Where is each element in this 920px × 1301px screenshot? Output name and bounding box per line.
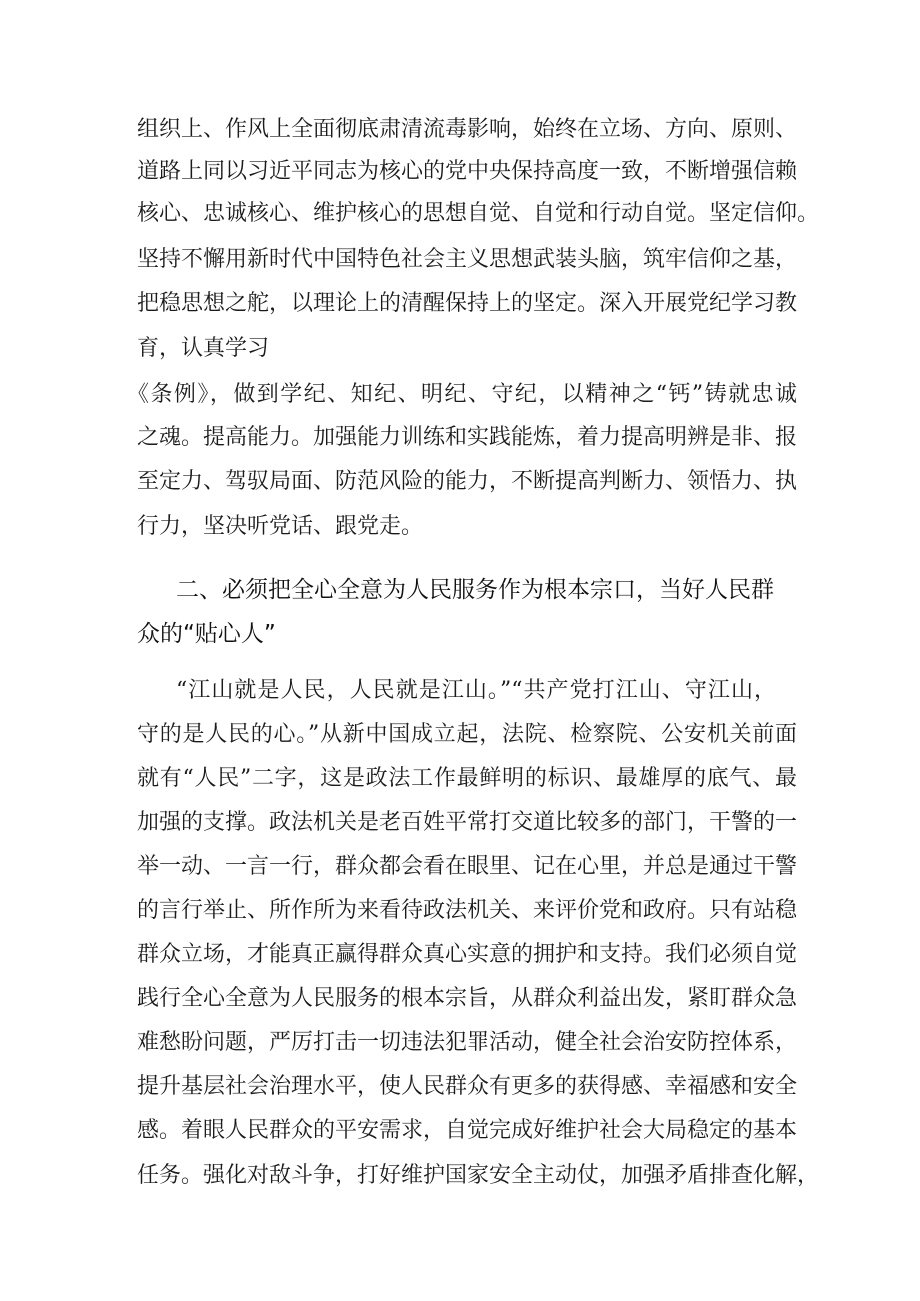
paragraph-2-line: “江山就是人民，人民就是江山。”“共产党打江山、守江山，	[176, 678, 776, 703]
paragraph-2-line: 举一动、一言一行，群众都会看在眼里、记在心里，并总是通过干警	[137, 854, 798, 879]
paragraph-1-line: 至定力、驾驭局面、防范风险的能力，不断提高判断力、领悟力、执	[137, 469, 798, 494]
section-heading: 众的“贴心人”	[137, 621, 276, 647]
paragraph-1-line: 育，认真学习	[137, 336, 270, 361]
paragraph-1-line: 组织上、作风上全面彻底肃清流毒影响，始终在立场、方向、原则、	[137, 117, 798, 142]
paragraph-2-line: 加强的支撑。政法机关是老百姓平常打交道比较多的部门，干警的一	[137, 810, 798, 835]
paragraph-2-line: 提升基层社会治理水平，使人民群众有更多的获得感、幸福感和安全	[137, 1074, 798, 1099]
paragraph-1-line: 道路上同以习近平同志为核心的党中央保持高度一致，不断增强信赖	[137, 159, 798, 184]
paragraph-2-line: 难愁盼问题，严厉打击一切违法犯罪活动，健全社会治安防控体系，	[137, 1030, 798, 1055]
paragraph-1-line: 把稳思想之舵，以理论上的清醒保持上的坚定。深入开展党纪学习教	[137, 291, 798, 316]
paragraph-2-line: 就有“人民”二字，这是政法工作最鲜明的标识、最雄厚的底气、最	[137, 766, 797, 791]
paragraph-2-line: 任务。强化对敌斗争，打好维护国家安全主动仗，加强矛盾排查化解，	[137, 1163, 820, 1188]
paragraph-1-line: 《条例》，做到学纪、知纪、明纪、守纪，以精神之“钙”铸就忠诚	[127, 382, 797, 407]
paragraph-1-line: 核心、忠诚核心、维护核心的思想自觉、自觉和行动自觉。坚定信仰。	[137, 201, 820, 226]
section-heading: 二、必须把全心全意为人民服务作为根本宗口，当好人民群	[176, 577, 774, 603]
paragraph-2-line: 的言行举止、所作所为来看待政法机关、来评价党和政府。只有站稳	[137, 898, 798, 923]
paragraph-1-line: 之魂。提高能力。加强能力训练和实践能炼，着力提高明辨是非、报	[137, 425, 798, 450]
paragraph-2-line: 守的是人民的心。”从新中国成立起，法院、检察院、公安机关前面	[137, 722, 797, 747]
paragraph-1-line: 坚持不懈用新时代中国特色社会主义思想武装头脑，筑牢信仰之基，	[137, 247, 798, 272]
paragraph-2-line: 践行全心全意为人民服务的根本宗旨，从群众利益出发，紧盯群众急	[137, 986, 798, 1011]
paragraph-2-line: 群众立场，才能真正赢得群众真心实意的拥护和支持。我们必须自觉	[137, 942, 798, 967]
paragraph-1-line: 行力，坚决听党话、跟党走。	[137, 514, 424, 539]
paragraph-2-line: 感。着眼人民群众的平安需求，自觉完成好维护社会大局稳定的基本	[137, 1118, 798, 1143]
